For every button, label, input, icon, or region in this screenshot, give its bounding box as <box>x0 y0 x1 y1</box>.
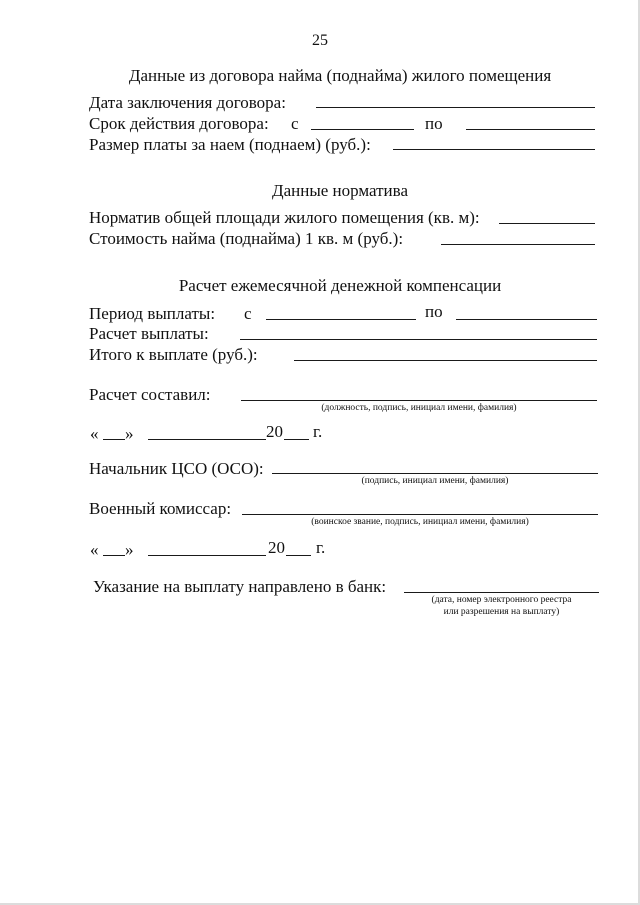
bank-caption-line2: или разрешения на выплату) <box>443 607 560 617</box>
date1-day-line <box>103 439 125 440</box>
calc-period-label: Период выплаты: <box>89 304 216 323</box>
calc-period-from: с <box>244 304 252 323</box>
calc-total-label: Итого к выплате (руб.): <box>89 345 258 364</box>
contract-payment-label: Размер платы за наем (поднаем) (руб.): <box>89 135 371 154</box>
commissar-label: Военный комиссар: <box>89 499 232 518</box>
contract-term-from: с <box>291 114 299 133</box>
commissar-caption: (воинское звание, подпись, инициал имени, фамилия) <box>311 517 529 527</box>
bank-line <box>404 592 599 593</box>
contract-date-line <box>316 107 595 108</box>
date2-year-line <box>286 555 311 556</box>
calc-period-from-line <box>266 319 416 320</box>
date2-close-quote: » <box>125 540 134 559</box>
contract-date-label: Дата заключения договора: <box>89 93 286 112</box>
page-number: 25 <box>312 32 328 49</box>
calc-line <box>240 339 597 340</box>
date2-year: 20 <box>268 538 285 557</box>
calc-total-line <box>294 360 597 361</box>
chief-label: Начальник ЦСО (ОСО): <box>89 459 264 478</box>
bank-label: Указание на выплату направлено в банк: <box>93 577 387 596</box>
date2-day-line <box>103 555 125 556</box>
contract-heading: Данные из договора найма (поднайма) жилого помещения <box>128 66 552 85</box>
norm-cost-line <box>441 244 595 245</box>
calc-period-to: по <box>425 302 443 321</box>
date1-year: 20 <box>266 422 283 441</box>
contract-term-to-line <box>466 129 595 130</box>
chief-line <box>272 473 598 474</box>
norm-cost-label: Стоимость найма (поднайма) 1 кв. м (руб.): <box>89 229 404 248</box>
contract-term-from-line <box>311 129 414 130</box>
commissar-line <box>242 514 598 515</box>
norm-area-label: Норматив общей площади жилого помещения (кв. м): <box>89 208 480 227</box>
date1-year-line <box>284 439 309 440</box>
date2-suffix: г. <box>316 538 326 557</box>
bank-caption-line1: (дата, номер электронного реестра <box>431 595 572 605</box>
calc-period-to-line <box>456 319 597 320</box>
date1-close-quote: » <box>125 424 134 443</box>
compiled-line <box>241 400 597 401</box>
compiled-label: Расчет составил: <box>89 385 211 404</box>
norm-area-line <box>499 223 595 224</box>
date2-open-quote: « <box>90 540 99 559</box>
date1-open-quote: « <box>90 424 99 443</box>
contract-payment-line <box>393 149 595 150</box>
contract-term-label: Срок действия договора: <box>89 114 269 133</box>
calc-heading: Расчет ежемесячной денежной компенсации <box>178 276 502 295</box>
date1-suffix: г. <box>313 422 323 441</box>
date1-month-line <box>148 439 266 440</box>
norm-heading: Данные норматива <box>271 181 409 200</box>
date2-month-line <box>148 555 266 556</box>
calc-label: Расчет выплаты: <box>89 324 209 343</box>
chief-caption: (подпись, инициал имени, фамилия) <box>361 476 509 486</box>
contract-term-to: по <box>425 114 443 133</box>
compiled-caption: (должность, подпись, инициал имени, фамилия) <box>321 403 517 413</box>
